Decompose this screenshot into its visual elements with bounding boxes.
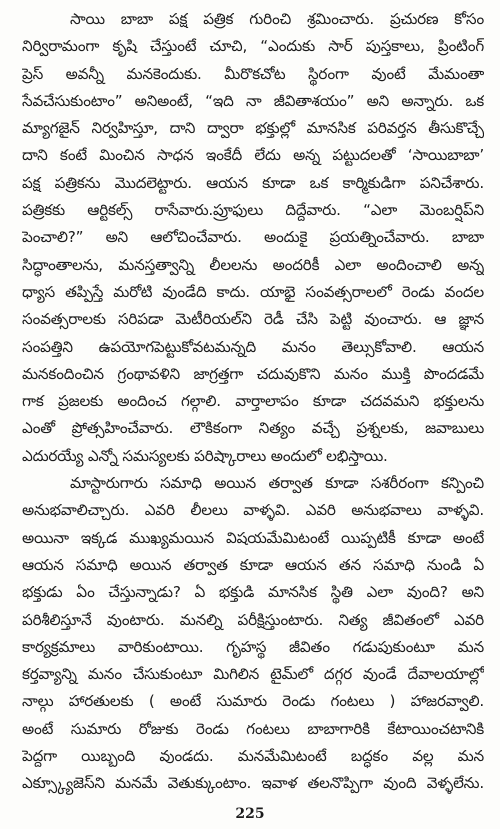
text-line: సంపత్తిని ఉపయోగపెట్టుకోవటమన్నది మనం తెల్సుకోవాలి. ఆయన xyxy=(22,337,484,356)
text-line: నిర్విరామంగా కృషి చేస్తుంటే చూచి, “ఎందుకు సార్ పుస్తకాలు, ప్రింటింగ్ xyxy=(22,37,484,56)
text-line: మ్యాగజైన్ నిర్వహిస్తూ, దాని ద్వారా భక్తుల్లో మానసిక పరివర్తన తీసుకొచ్చే xyxy=(22,119,484,138)
body-text xyxy=(22,6,484,798)
text-line: పెద్దగా యిబ్బంది వుండదు. మనమేమిటంటే బద్ధకం వల్ల మన xyxy=(22,747,484,766)
text-line: ధ్యాస తప్పిస్తే మరోటి వుండేది కాదు. యాభై సంవత్సరాలలో రెండు వందల xyxy=(22,282,484,301)
text-line: మాస్టారుగారు సమాధి అయిన తర్వాత కూడా సశరీరంగా కన్పించి xyxy=(70,474,484,493)
page-number: 225 xyxy=(235,806,265,822)
text-line: గాక ప్రజలకు అందించ గల్గాలి. వార్తాలాపం కూడా చదవమని భక్తులను xyxy=(22,392,484,411)
text-line: సంవత్సరాలకు సరిపడా మెటీరియల్‌ని రెడీ చేసి పెట్టి వుంచారు. ఆ జ్ఞాన xyxy=(22,310,484,329)
text-line: భక్తుడు ఏం చేస్తున్నాడు? ఏ భక్తుడి మానసిక స్థితి ఎలా వుంది? అని xyxy=(22,583,484,602)
text-line: ప్రెస్ అవన్నీ మనకెందుకు. మీరొకచోట స్థిరంగా వుంటే మేమంతా xyxy=(22,64,484,83)
text-line: పెంచాలి?” అని ఆలోచించేవారు. అందుకై ప్రయత్నించేవారు. బాబా xyxy=(22,228,484,247)
text-line: అంటే సుమారు రోజుకు రెండు గంటలు బాబాగారికి కేటాయించటానికి xyxy=(22,719,484,738)
text-line: కర్తవ్యాన్ని మనం చేసుకుంటూ మిగిలిన టైమ్‌లో దగ్గర వుండే దేవాలయాల్లో xyxy=(22,665,484,684)
text-line: సేవచేసుకుంటాం” అనిఅంటే, “ఇది నా జీవితాశయం” అని అన్నారు. ఒక xyxy=(22,91,484,110)
text-line: నాల్గు హారతులకు ( అంటే సుమారు రెండు గంటలు ) హాజరవ్వాలి. xyxy=(22,692,484,711)
text-line: అయినా ఇక్కడ ముఖ్యమయిన విషయమేమిటంటే యిప్పటికీ కూడా అంటే xyxy=(22,528,484,547)
text-line: ఎంతో ప్రోత్సహించేవారు. లౌకికంగా నిత్యం వచ్చే ప్రశ్నలకు, జవాబులు xyxy=(22,419,484,438)
text-line: దాని కంటే మించిన సాధన ఇంకేదీ లేదు అన్న పట్టుదలతో ‘సాయిబాబా’ xyxy=(22,146,484,165)
text-line: ఎక్స్క్యూజెస్‌ని మనమే వెతుక్కుంటాం. ఇవాళ తలనొప్పిగా వుంది వెళ్ళలేను. xyxy=(22,774,484,793)
text-line: పక్ష పత్రికను మొదలెట్టారు. ఆయన కూడా ఒక కార్మికుడిగా పనిచేశారు. xyxy=(22,173,484,192)
text-line: అనుభవాలిచ్చారు. ఎవరి లీలలు వాళ్ళవి. ఎవరి అనుభవాలు వాళ్ళవి. xyxy=(22,501,484,520)
text-line: సిద్ధాంతాలను, మనస్తత్వాన్ని లీలలను అందరికీ ఎలా అందించాలి అన్న xyxy=(22,255,484,274)
text-line: ఎదురయ్యే ఎన్నో సమస్యలకు పరిష్కారాలు అందులో లభిస్తాయి. xyxy=(22,446,388,465)
text-line: పత్రికకు ఆర్టికల్స్ రాసేవారు.ప్రూఫులు దిద్దేవారు. “ఎలా మెంబర్షిప్‌ని xyxy=(22,201,484,220)
text-line: కార్యక్రమాలు వారికుంటాయి. గృహస్థ జీవితం గడుపుకుంటూ మన xyxy=(22,637,484,656)
text-line: సాయి బాబా పక్ష పత్రిక గురించి శ్రమించారు. ప్రచురణ కోసం xyxy=(70,10,484,28)
text-line: పరిశీలిస్తూనే వుంటారు. మనల్ని పరీక్షిస్తుంటారు. నిత్య జీవితంలో ఎవరి xyxy=(22,610,484,629)
text-line: మనకందించిన గ్రంథావళిని జాగ్రత్తగా చదువుకొని మనం ముక్తి పొందడమే xyxy=(22,364,484,383)
text-line: ఆయన సమాధి అయిన తర్వాత కూడా ఆయన తన సమాధి నుండి ఏ xyxy=(22,555,484,574)
